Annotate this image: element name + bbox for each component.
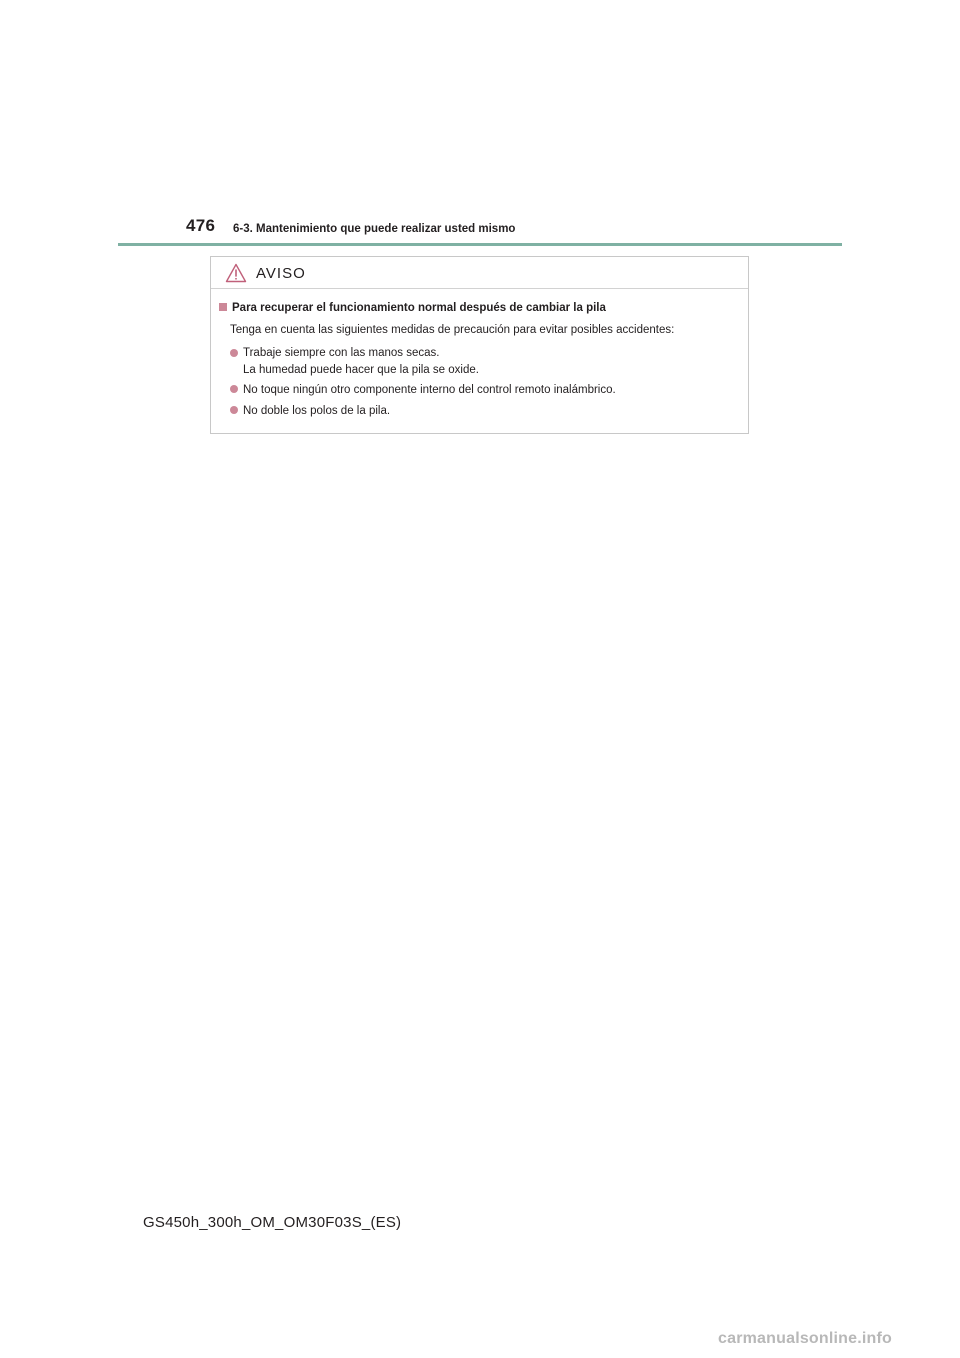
round-bullet-icon xyxy=(230,385,238,393)
list-item-subtext: La humedad puede hacer que la pila se oxide. xyxy=(243,364,479,376)
square-bullet-icon xyxy=(219,303,227,311)
warning-title: AVISO xyxy=(256,265,306,282)
section-title: 6-3. Mantenimiento que puede realizar usted mismo xyxy=(233,223,516,235)
list-item xyxy=(230,403,390,420)
warning-header xyxy=(211,257,748,289)
warning-heading-text: Para recuperar el funcionamiento normal después de cambiar la pila xyxy=(232,302,606,314)
document-code: GS450h_300h_OM_OM30F03S_(ES) xyxy=(143,1214,402,1231)
list-item-text: No toque ningún otro componente interno del control remoto inalámbrico. xyxy=(243,384,616,396)
header-divider xyxy=(118,243,842,246)
round-bullet-icon xyxy=(230,406,238,414)
list-item-text: No doble los polos de la pila. xyxy=(243,405,391,417)
watermark: carmanualsonline.info xyxy=(718,1330,893,1347)
warning-box xyxy=(210,256,749,434)
warning-intro: Tenga en cuenta las siguientes medidas de precaución para evitar posibles accidentes: xyxy=(230,324,675,336)
warning-triangle-icon xyxy=(225,263,247,283)
list-item xyxy=(230,382,616,399)
page-number: 476 xyxy=(186,216,216,235)
warning-heading xyxy=(219,302,606,314)
list-item xyxy=(230,345,479,379)
round-bullet-icon xyxy=(230,349,238,357)
list-item-text: Trabaje siempre con las manos secas. xyxy=(243,347,440,359)
